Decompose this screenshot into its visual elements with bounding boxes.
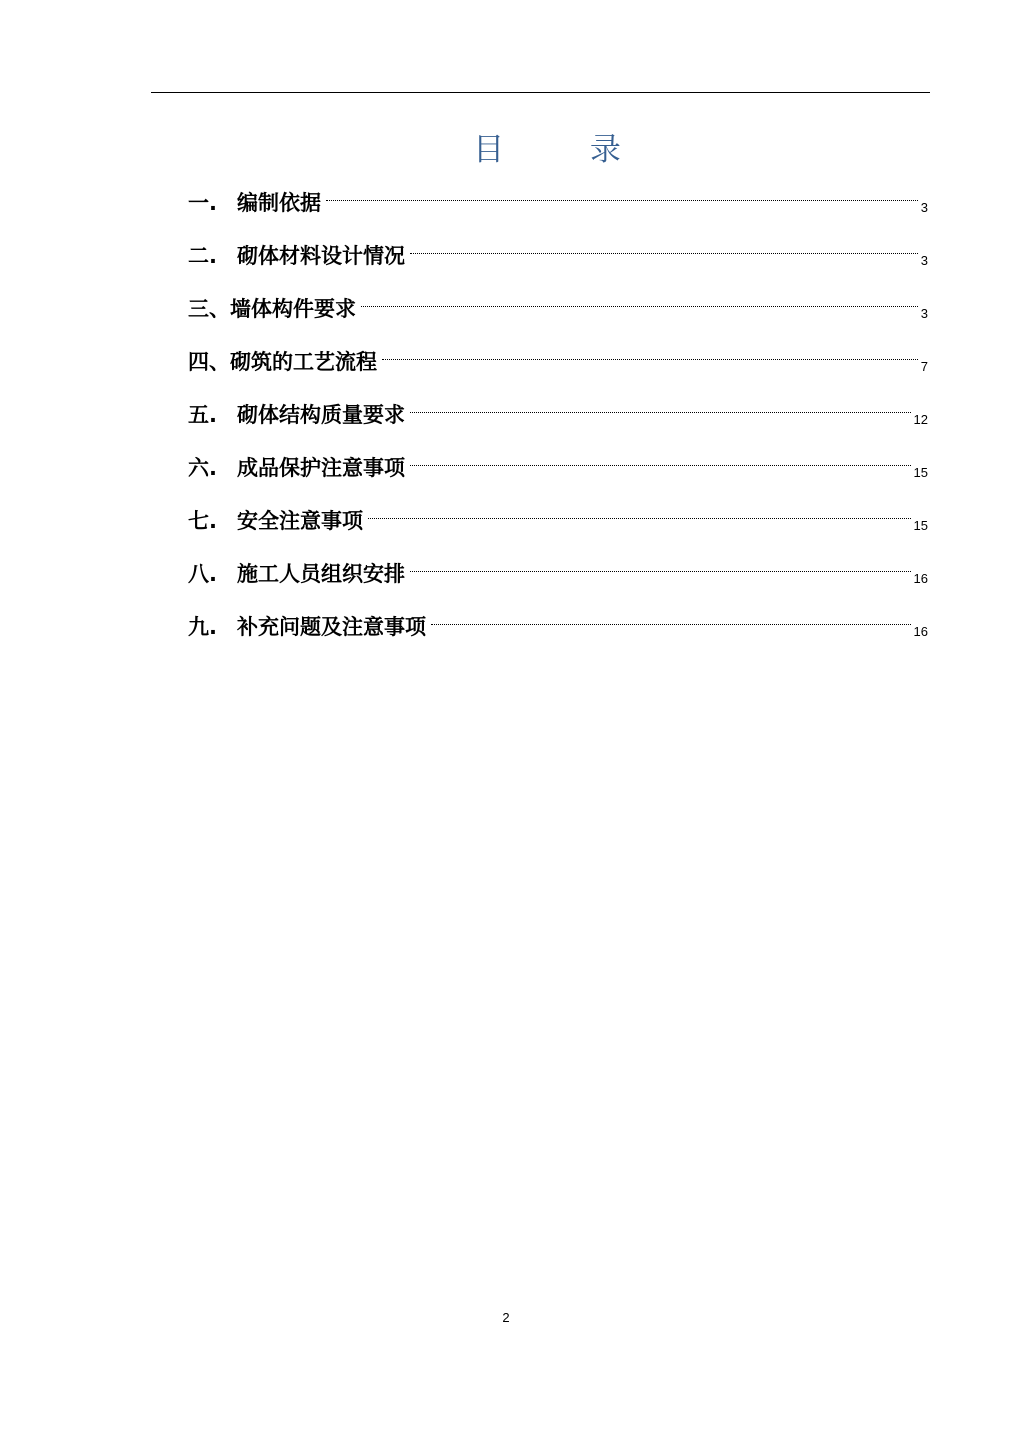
toc-entry-number: 五.	[188, 403, 217, 427]
toc-entry-label: 砌筑的工艺流程	[230, 350, 377, 374]
toc-entry-label: 墙体构件要求	[230, 297, 356, 321]
dot-leader	[382, 359, 918, 360]
toc-entry-number: 四、	[188, 350, 230, 374]
header-rule	[151, 92, 930, 93]
toc-entry-page: 3	[920, 200, 928, 215]
dot-leader	[410, 412, 911, 413]
toc-entry-number: 六.	[188, 456, 217, 480]
toc-entry-1[interactable]	[188, 183, 928, 223]
toc-entry-label: 成品保护注意事项	[237, 456, 405, 480]
toc-entry-page: 16	[913, 571, 928, 586]
toc-entry-8[interactable]	[188, 554, 928, 594]
dot-leader	[326, 200, 918, 201]
toc-entry-page: 7	[920, 359, 928, 374]
toc-entry-number: 一.	[188, 191, 217, 215]
toc-entry-page: 12	[913, 412, 928, 427]
dot-leader	[410, 253, 918, 254]
toc-entry-number: 三、	[188, 297, 230, 321]
toc-entry-number: 九.	[188, 615, 217, 639]
toc-entry-page: 15	[913, 518, 928, 533]
toc-entry-label: 砌体材料设计情况	[237, 244, 405, 268]
toc-entry-page: 16	[913, 624, 928, 639]
dot-leader	[361, 306, 918, 307]
toc-title: 目 录	[473, 132, 659, 168]
dot-leader	[368, 518, 911, 519]
toc-entry-5[interactable]	[188, 395, 928, 435]
toc-entry-number: 七.	[188, 509, 217, 533]
toc-entry-number: 二.	[188, 244, 217, 268]
toc-entry-3[interactable]	[188, 289, 928, 329]
toc-entry-2[interactable]	[188, 236, 928, 276]
toc-entry-4[interactable]	[188, 342, 928, 382]
toc-entry-page: 15	[913, 465, 928, 480]
dot-leader	[410, 571, 911, 572]
toc-entry-9[interactable]	[188, 607, 928, 647]
toc-entry-label: 施工人员组织安排	[237, 562, 405, 586]
toc-entry-label: 编制依据	[237, 191, 321, 215]
page-number: 2	[502, 1310, 510, 1325]
toc-entry-page: 3	[920, 253, 928, 268]
toc-entry-label: 补充问题及注意事项	[237, 615, 426, 639]
toc-entry-label: 砌体结构质量要求	[237, 403, 405, 427]
toc-entry-number: 八.	[188, 562, 217, 586]
toc-entry-label: 安全注意事项	[237, 509, 363, 533]
toc-entry-page: 3	[920, 306, 928, 321]
toc-entry-6[interactable]	[188, 448, 928, 488]
dot-leader	[410, 465, 911, 466]
toc-entry-7[interactable]	[188, 501, 928, 541]
dot-leader	[431, 624, 911, 625]
